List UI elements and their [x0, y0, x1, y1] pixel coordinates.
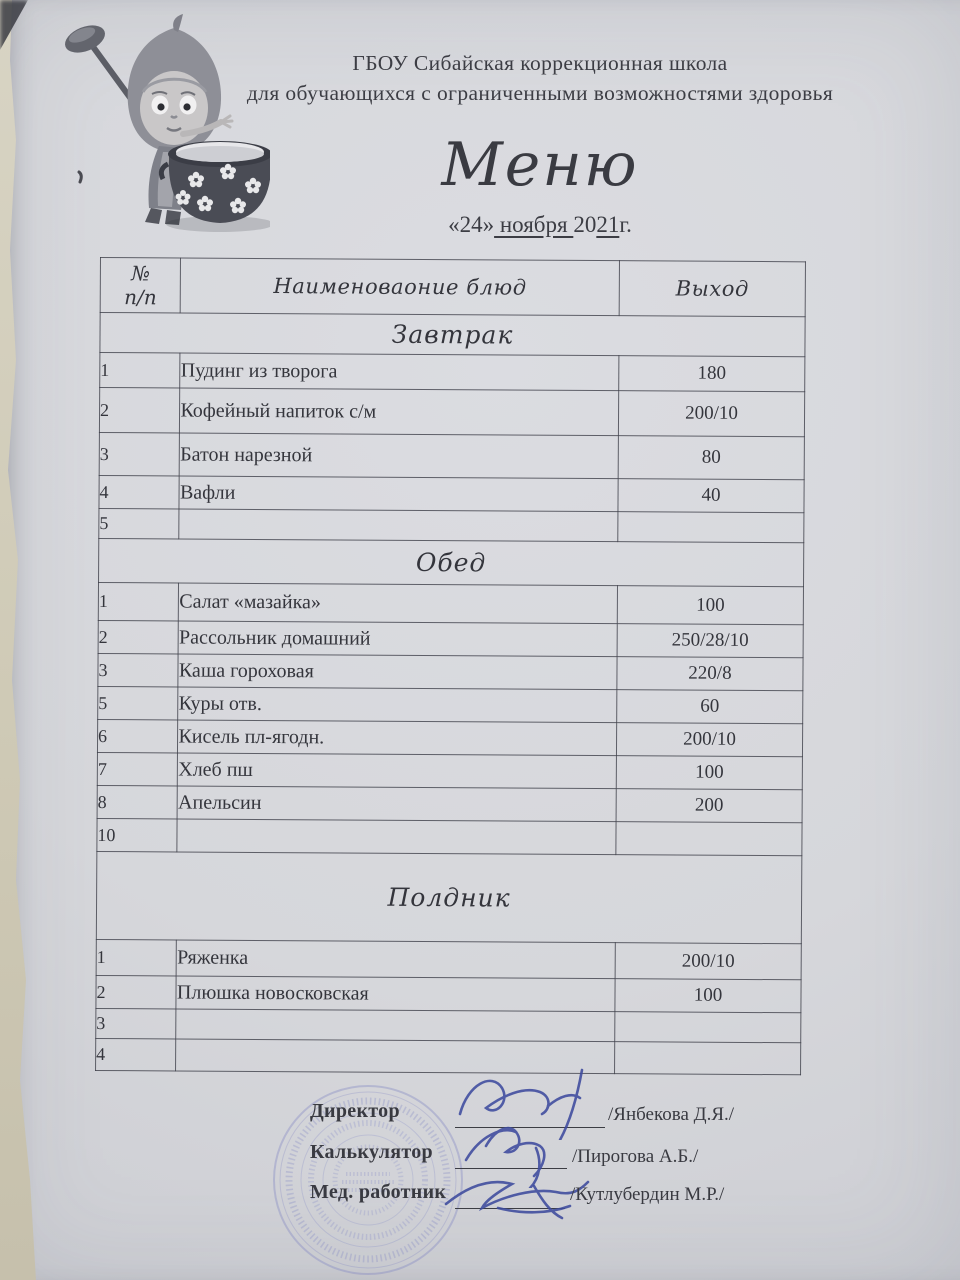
page-title: Меню	[441, 130, 639, 200]
dish-output-cell: 100	[616, 756, 802, 790]
row-number-cell: 1	[98, 582, 179, 620]
dish-output-cell: 200	[616, 789, 802, 823]
row-number-cell: 10	[97, 818, 178, 851]
dish-name-cell: Пудинг из творога	[180, 353, 619, 391]
signer-name: /Пирогова А.Б./	[572, 1146, 699, 1167]
table-row	[98, 653, 803, 690]
role-label: Мед. работник	[310, 1181, 447, 1203]
table-row	[99, 388, 804, 437]
dish-output-cell: 220/8	[617, 657, 803, 691]
dish-name-cell: Вафли	[179, 476, 618, 512]
role-label: Директор	[310, 1100, 400, 1122]
column-header-number: № п/п	[100, 258, 181, 313]
row-number-cell: 7	[97, 752, 178, 785]
dish-output-cell	[618, 512, 804, 543]
date-year-end: 21	[596, 212, 620, 237]
section-header-breakfast	[100, 313, 805, 357]
section-title: Полдник	[96, 851, 802, 943]
dish-name-cell	[179, 509, 618, 542]
dish-name-cell	[177, 819, 616, 855]
dish-name-cell: Кисель пл-ягодн.	[178, 720, 617, 756]
dish-output-cell: 100	[617, 586, 803, 625]
dish-output-cell	[616, 822, 802, 856]
row-number-cell: 1	[100, 353, 181, 388]
date-day: «24»	[448, 212, 495, 237]
table-row	[97, 818, 802, 855]
dish-name-cell: Ряженка	[177, 940, 616, 979]
row-number-cell: 1	[96, 939, 177, 975]
dish-name-cell: Салат «мазайка»	[179, 583, 618, 624]
row-number-cell: 5	[98, 686, 179, 719]
dish-name-cell: Каша гороховая	[178, 654, 617, 690]
table-row	[98, 686, 803, 723]
table-row	[97, 785, 802, 822]
dish-name-cell: Плюшка новосковская	[176, 976, 615, 1012]
dish-name-cell: Батон нарезной	[180, 433, 619, 479]
row-number-cell: 2	[99, 388, 180, 433]
menu-table	[95, 257, 806, 1075]
dish-name-cell	[176, 1009, 615, 1042]
table-row	[97, 752, 802, 789]
section-title: Завтрак	[100, 313, 805, 357]
table-row	[99, 432, 804, 479]
row-number-cell: 3	[98, 653, 179, 686]
dish-output-cell: 200/10	[615, 943, 801, 980]
date-year-start: 20	[573, 212, 597, 237]
dish-output-cell	[615, 1042, 801, 1075]
signer-name: /Кутлубердин М.Р./	[570, 1184, 725, 1205]
table-row	[96, 975, 801, 1012]
dish-output-cell: 40	[618, 479, 804, 513]
signer-name: /Янбекова Д.Я./	[608, 1104, 735, 1125]
row-number-cell: 3	[99, 432, 180, 475]
menu-date	[120, 212, 960, 238]
dish-output-cell: 250/28/10	[617, 624, 803, 658]
row-number-cell: 4	[96, 1038, 177, 1070]
section-header-snack	[96, 851, 802, 943]
date-suffix: г.	[619, 212, 632, 237]
dish-output-cell: 180	[619, 356, 805, 392]
dish-output-cell: 60	[617, 690, 803, 724]
row-number-cell: 2	[96, 975, 177, 1008]
table-row	[96, 1008, 801, 1042]
dish-output-cell: 80	[618, 436, 804, 480]
table-row	[96, 939, 801, 979]
dish-name-cell: Куры отв.	[178, 687, 617, 723]
dish-name-cell: Кофейный напиток с/м	[180, 388, 619, 436]
row-number-cell: 5	[99, 508, 180, 538]
table-row	[98, 620, 803, 657]
school-name-line-1: ГБОУ Сибайская коррекционная школа	[352, 51, 728, 75]
row-number-cell: 4	[99, 475, 180, 508]
table-row	[100, 353, 805, 392]
date-month: ноября	[494, 212, 574, 237]
document-header	[120, 48, 960, 238]
role-label: Калькулятор	[310, 1141, 433, 1163]
dish-output-cell: 100	[615, 979, 801, 1013]
dish-name-cell: Хлеб пш	[178, 753, 617, 789]
table-row	[97, 719, 802, 756]
column-header-dish: Наименоваоние блюд	[181, 258, 620, 316]
row-number-cell: 8	[97, 785, 178, 818]
row-number-cell: 3	[96, 1008, 177, 1038]
column-header-output: Выход	[619, 261, 805, 317]
row-number-cell: 2	[98, 620, 179, 653]
dish-output-cell	[615, 1012, 801, 1043]
school-name-line-2: для обучающихся с ограниченными возможностями здоровья	[246, 81, 834, 105]
section-header-lunch	[99, 538, 804, 586]
dish-output-cell: 200/10	[616, 723, 802, 757]
dish-output-cell: 200/10	[618, 391, 804, 437]
dish-name-cell: Рассольник домашний	[178, 621, 617, 657]
section-title: Обед	[99, 538, 804, 586]
table-row	[99, 475, 804, 512]
table-row	[99, 508, 804, 542]
table-header-row	[100, 258, 805, 317]
dish-name-cell: Апельсин	[177, 786, 616, 822]
table-row	[98, 582, 803, 624]
row-number-cell: 6	[97, 719, 178, 752]
